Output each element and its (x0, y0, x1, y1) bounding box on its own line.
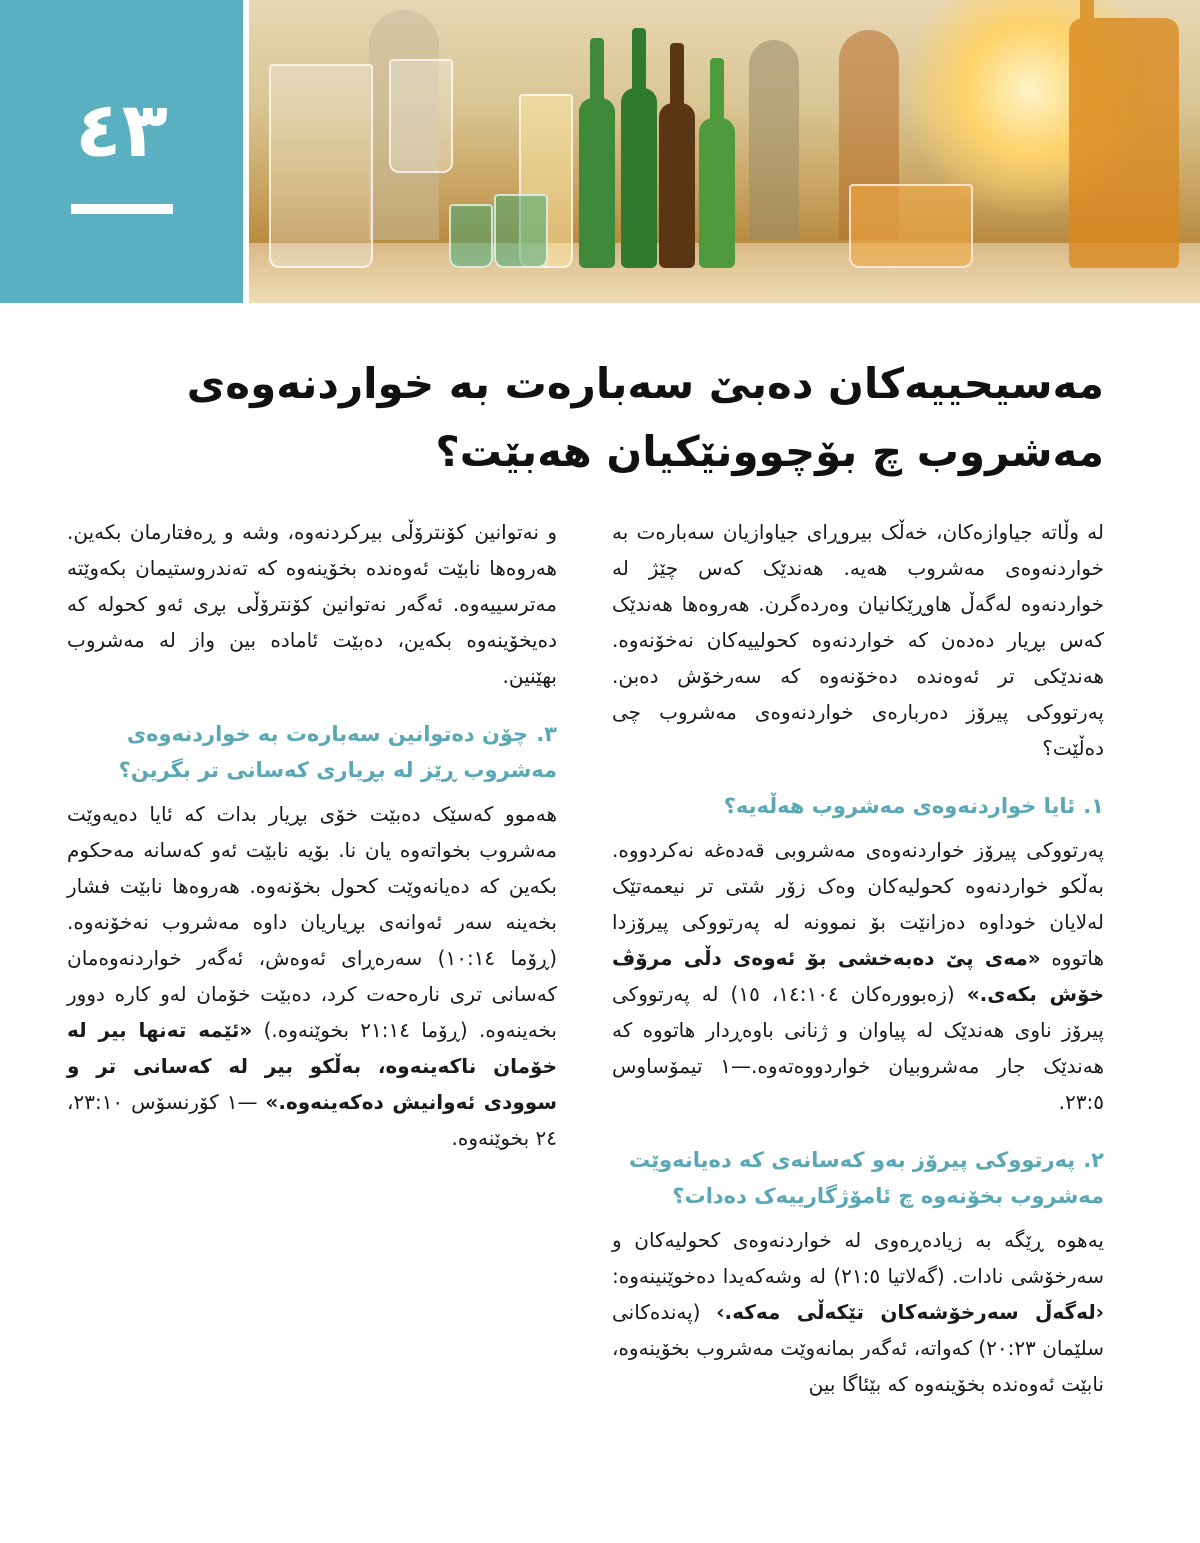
scripture-quote: «ئێمە تەنها بیر لە خۆمان ناکەینەوە، بەڵکو بیر لە کەسانی تر و سوودی ئەوانیش دەکەینەوە.» (67, 1018, 557, 1114)
article-content (67, 350, 1104, 1424)
page-number-underline (71, 204, 173, 214)
page-title: مەسیحییەکان دەبێ سەبارەت بە خواردنەوەی مەشروب چ بۆچوونێکیان هەبێت؟ (186, 359, 1104, 476)
section-2-paragraph (612, 1222, 1104, 1402)
beer-glass (849, 184, 973, 268)
green-glass (449, 204, 493, 268)
brown-bottle (659, 103, 695, 268)
intro-paragraph: لە وڵاتە جیاوازەکان، خەڵک بیروڕای جیاوازیان سەبارەت بە خواردنەوەی مەشروب هەیە. هەندێک کەس چێژ لە خواردنەوە لەگەڵ هاوڕێکانیان وەردەگرن. هەروەها هەندێک کەس بڕیار دەدەن کە خواردنەوە کحولییەکان نەخۆنەوە. هەندێکی تر ئەوەندە دەخۆنەوە کە سەرخۆش دەبن. پەرتووکی پیرۆز دەربارەی خواردنەوەی مەشروب چی دەڵێت؟ (612, 520, 1104, 760)
wine-glass (389, 59, 453, 173)
section-number: ١. (1083, 794, 1104, 818)
paragraph-text: (زەبوورەکان ١٤:١٠٤، ١٥) لە پەرتووکی پیرۆز ناوی هەندێک لە پیاوان و ژنانی باوەڕدار هاتووە کە هەندێک جار مەشروبیان خواردووەتەوە.—١ تیمۆساوس ٢٣:٥. (612, 982, 1104, 1114)
paragraph-text: یەهوە ڕێگە بە زیادەڕەوی لە خواردنەوەی کحولیەکان و سەرخۆشی نادات. (گەلاتیا ٢١:٥) لە وشەکەیدا دەخوێنینەوە: (612, 1228, 1104, 1288)
paragraph-text: هەموو کەسێک دەبێت خۆی بڕیار بدات کە ئایا دەیەوێت مەشروب بخواتەوە یان نا. بۆیە نابێت ئەو کەسانە مەحکوم بکەین کە دەیانەوێت کحول بخۆنەوە. هەروەها نابێت فشار بخەینە سەر ئەوانەی بڕیاریان داوە مەشروب نەخۆنەوە. (ڕۆما ١٠:١٤) سەرەڕای ئەوەش، ئەگەر خواردنەوەمان کەسانی تری نارەحەت کرد، دەبێت خۆمان لەو کارە دوور بخەینەوە. (ڕۆما ٢١:١٤ بخوێنەوە.) (67, 802, 557, 1042)
paragraph-text: —١ کۆرنسۆس ٢٣:١٠، ٢٤ بخوێنەوە. (67, 1090, 557, 1150)
section-heading-text: پەرتووکی پیرۆز بەو کەسانەی کە دەیانەوێت مەشروب بخۆنەوە چ ئامۆژگارییەک دەدات؟ (628, 1148, 1104, 1208)
scripture-quote: ‹لەگەڵ سەرخۆشەکان تێکەڵی مەکە.› (716, 1300, 1104, 1324)
section-1-paragraph (612, 832, 1104, 1120)
section-number: ٣. (536, 722, 557, 746)
left-column (67, 514, 557, 1178)
green-bottle (699, 118, 735, 268)
section-heading-3 (67, 716, 557, 788)
green-glass (494, 194, 548, 268)
section-heading-text: چۆن دەتوانین سەبارەت بە خواردنەوەی مەشروب ڕێز لە بڕیاری کەسانی تر بگرین؟ (118, 722, 557, 782)
section-heading-1 (612, 788, 1104, 824)
page-number: ٤٣ (75, 85, 168, 174)
person-silhouette (749, 40, 799, 240)
section-3-paragraph (67, 796, 557, 1156)
page-number-block (0, 0, 243, 303)
section-heading-2 (612, 1142, 1104, 1214)
scripture-quote: «مەی پێ دەبەخشی بۆ ئەوەی دڵی مرۆڤ خۆش بکەی.» (612, 946, 1105, 1006)
header-photo-drinks-party (249, 0, 1200, 303)
green-bottle (579, 98, 615, 268)
water-glass (269, 64, 373, 268)
paragraph-text: (پەندەکانی سلێمان ٢٠:٢٣) کەواتە، ئەگەر بمانەوێت مەشروب بخۆینەوە، نابێت ئەوەندە بخۆینەوە کە بێئاگا بین (612, 1300, 1104, 1396)
green-bottle (621, 88, 657, 268)
section-number: ٢. (1083, 1148, 1104, 1172)
right-column (612, 514, 1104, 1424)
columns (67, 514, 1104, 1424)
paragraph-text: پەرتووکی پیرۆز خواردنەوەی مەشروبی قەدەغە نەکردووە. بەڵکو خواردنەوە کحولیەکان وەک زۆر شتی تر نیعمەتێک لەلایان خوداوە دەزانێت بۆ نموونە لە پەرتووکی پیرۆزدا هاتووە (612, 838, 1105, 970)
section-heading-text: ئایا خواردنەوەی مەشروب هەڵەیە؟ (723, 794, 1076, 818)
section-2-continuation: و نەتوانین کۆنترۆڵی بیرکردنەوە، وشە و ڕەفتارمان بکەین. هەروەها نابێت ئەوەندە بخۆینەوە کە تەندروستیمان بکەوێتە مەترسییەوە. ئەگەر نەتوانین کۆنترۆڵی بڕی ئەو کحولە کە دەیخۆینەوە بکەین، دەبێت ئامادە بین واز لە مەشروب بهێنین. (67, 520, 557, 688)
amber-bottle (1069, 18, 1179, 268)
